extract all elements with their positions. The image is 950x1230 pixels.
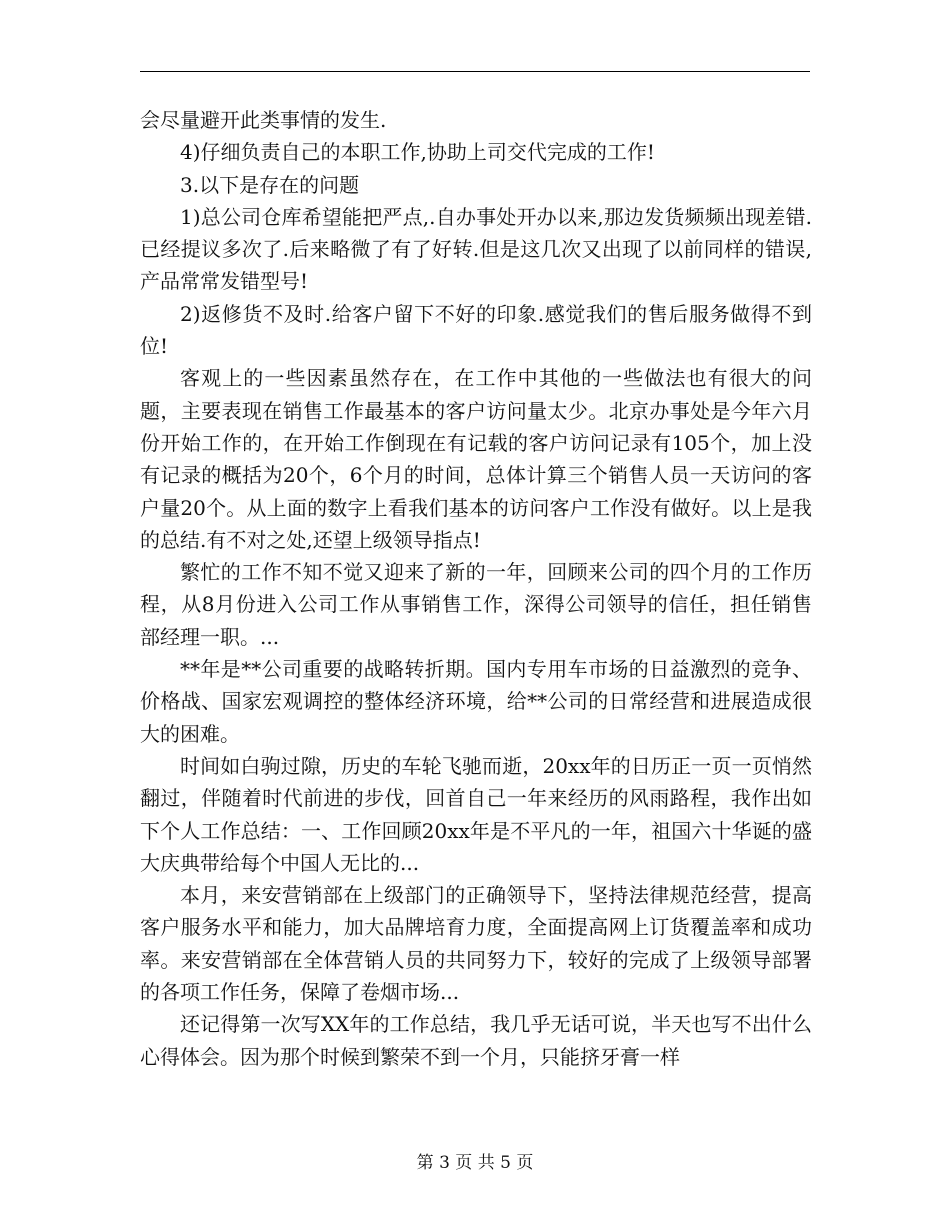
paragraph: 时间如白驹过隙，历史的车轮飞驰而逝，20xx年的日历正一页一页悄然翻过，伴随着时代前进的步伐，回首自己一年来经历的风雨路程，我作出如下个人工作总结：一、工作回顾20xx年是不平凡的一年，祖国六十华诞的盛大庆典带给每个中国人无比的...	[140, 753, 812, 875]
paragraph: 3.以下是存在的问题	[180, 172, 360, 197]
header-rule	[140, 71, 810, 72]
paragraph: 会尽量避开此类事情的发生.	[140, 108, 387, 132]
paragraph: 4)仔细负责自己的本职工作,协助上司交代完成的工作!	[180, 140, 655, 165]
page-number-footer: 第 3 页 共 5 页	[416, 1153, 534, 1173]
paragraph: 还记得第一次写XX年的工作总结，我几乎无话可说，半天也写不出什么心得体会。因为那个时候到繁荣不到一个月，只能挤牙膏一样	[140, 1012, 812, 1069]
paragraph: **年是**公司重要的战略转折期。国内专用车市场的日益激烈的竞争、价格战、国家宏观调控的整体经济环境，给**公司的日常经营和进展造成很大的困难。	[140, 657, 812, 746]
paragraph: 1)总公司仓库希望能把严点,.自办事处开办以来,那边发货频频出现差错.已经提议多次了.后来略微了有了好转.但是这几次又出现了以前同样的错误,产品常常发错型号!	[140, 204, 812, 294]
paragraph: 繁忙的工作不知不觉又迎来了新的一年，回顾来公司的四个月的工作历程，从8月份进入公司工作从事销售工作，深得公司领导的信任，担任销售部经理一职。...	[140, 560, 812, 649]
paragraph: 本月，来安营销部在上级部门的正确领导下，坚持法律规范经营，提高客户服务水平和能力，加大品牌培育力度，全面提高网上订货覆盖率和成功率。来安营销部在全体营销人员的共同努力下，较好的完成了上级领导部署的各项工作任务，保障了卷烟市场...	[140, 883, 812, 1005]
document-body	[140, 104, 812, 1073]
paragraph: 客观上的一些因素虽然存在，在工作中其他的一些做法也有很大的问题，主要表现在销售工作最基本的客户访问量太少。北京办事处是今年六月份开始工作的，在开始工作倒现在有记载的客户访问记录有105个，加上没有记录的概括为20个，6个月的时间，总体计算三个销售人员一天访问的客户量20个。从上面的数字上看我们基本的访问客户工作没有做好。以上是我的总结.有不对之处,还望上级领导指点!	[140, 366, 812, 552]
paragraph: 2)返修货不及时.给客户留下不好的印象.感觉我们的售后服务做得不到位!	[140, 301, 812, 359]
